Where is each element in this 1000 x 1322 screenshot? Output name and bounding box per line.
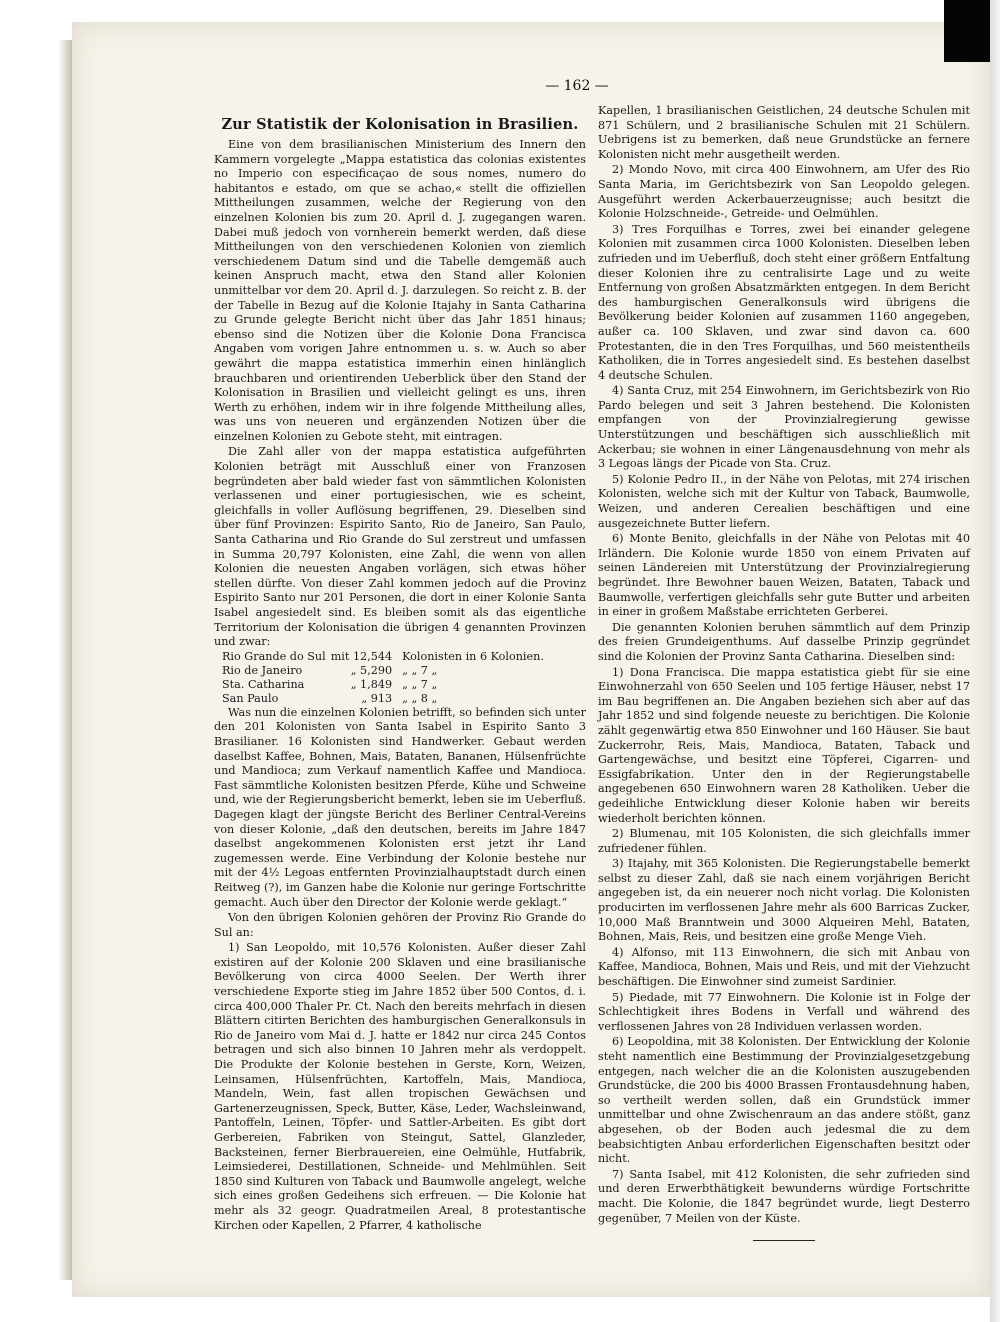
province-colonies: „ „ 8 „ xyxy=(402,691,438,705)
santa-isabel-paragraph: Was nun die einzelnen Kolonien betrifft, so befinden sich unter den 201 Kolonisten von Santa Isabel in Espirito Santo 3 Brasilianer. 16 Kolonisten sind Handwerker. Gebaut werden daselbst Kaffee, Bohnen, Mais, Bataten, Bananen, Hülsenfrüchte und Mandioca; zum Verkauf namentlich Kaffee und Mandioca. Fast sämmtliche Kolonisten besitzen Pferde, Kühe und Schweine und, wie der Regierungsbericht bemerkt, leben sie im Ueberfluß. Dagegen klagt der jüngste Bericht des Berliner Central-Vereins von dieser Kolonie, „daß den deutschen, bereits im Jahre 1847 daselbst angekommenen Kolonisten erst jetzt ihr Land zugemessen werde. Eine Verbindung der Kolonie bestehe nur mit der 4½ Legoas entfernten Provinzialhauptstadt durch einen Reitweg (?), im Ganzen habe die Kolonie nur geringe Fortschritte gemacht. Auch über den Director der Kolonie werde geklagt.“ xyxy=(214,705,586,909)
province-count: „ 1,849 xyxy=(350,677,393,691)
colony-paragraph: 7) Santa Isabel, mit 412 Kolonisten, die sehr zufrieden sind und deren Erwerbthätigkeit bewunderns würdige Fortschritte macht. Die Kolonie, die 1847 begründet wurde, liegt Desterro gegenüber, 7 Meilen von der Küste. xyxy=(598,1167,970,1225)
province-name: Rio Grande do Sul xyxy=(222,649,326,663)
table-row xyxy=(222,664,549,678)
san-leopoldo-paragraph: 1) San Leopoldo, mit 10,576 Kolonisten. Außer dieser Zahl existiren auf der Kolonie 200 Sklaven und eine brasilianische Bevölkerung von circa 4000 Seelen. Der Werth ihrer verschiedene Exporte stieg im Jahre 1852 über 500 Contos, d. i. circa 400,000 Thaler Pr. Ct. Nach den bereits mehrfach in diesen Blättern citirten Berichten des hamburgischen Generalkonsuls in Rio de Janeiro vom Mai d. J. hatte er 1842 nur circa 245 Contos betragen und sich also binnen 10 Jahren mehr als verdoppelt. Die Produkte der Kolonie bestehen in Gerste, Korn, Weizen, Leinsamen, Hülsenfrüchten, Kartoffeln, Mais, Mandioca, Mandeln, Wein, fast allen tropischen Gewächsen und Gartenerzeugnissen, Speck, Butter, Käse, Leder, Wachsleinwand, Pantoffeln, Leinen, Töpfer- und Sattler-Arbeiten. Es gibt dort Gerbereien, Fabriken von Steingut, Sattel, Glanzleder, Backsteinen, ferner Bierbrauereien, eine Oelmühle, Hutfabrik, Leimsiederei, Destillationen, Schneide- und Mehlmühlen. Seit 1850 sind Kulturen von Taback und Baumwolle angelegt, welche sich eines großen Gedeihens sich erfreuen. — Die Kolonie hat mehr als 32 geogr. Quadratmeilen Areal, 8 protestantische Kirchen oder Kapellen, 2 Pfarrer, 4 katholische xyxy=(214,941,586,1232)
article-title: Zur Statistik der Kolonisation in Brasilien. xyxy=(221,116,579,133)
colony-paragraph: 6) Monte Benito, gleichfalls in der Nähe von Pelotas mit 40 Irländern. Die Kolonie wurde 1850 von einem Privaten auf seinen Ländereien mit Unterstützung der Provinzialregierung begründet. Ihre Bewohner bauen Weizen, Bataten, Taback und Baumwolle, verfertigen gleichfalls sehr gute Butter und arbeiten in einer in großem Maßstabe errichteten Gerberei. xyxy=(598,532,970,619)
intro-paragraph: Eine von dem brasilianischen Ministerium des Innern den Kammern vorgelegte „Mappa estatistica das colonias existentes no Imperio con especificaçao de sous nomes, numero do habitantos e estado, om que se achao,« stellt die offiziellen Mittheilungen zusammen, welche der Regierung von den einzelnen Kolonien bis zum 20. April d. J. zugegangen waren. Dabei muß jedoch von vornherein bemerkt werden, daß diese Mittheilungen von den verschiedenen Kolonien von ziemlich verschiedenem Datum sind und die Tabelle demgemäß auch keinen Anspruch macht, etwa den Stand aller Kolonien unmittelbar vor dem 20. April d. J. darzulegen. So reicht z. B. der der Tabelle in Bezug auf die Kolonie Itajahy in Santa Catharina zu Grunde gelegte Bericht nicht über das Jahr 1851 hinaus; ebenso sind die Notizen über die Kolonie Dona Francisca Angaben vom vorigen Jahre entnommen u. s. w. Auch so aber gewährt die mappa estatistica immerhin einen hinlänglich brauchbaren und orientirenden Ueberblick über den Stand der Kolonisation in Brasilien und vielleicht gelingt es uns, ihren Werth zu erhöhen, indem wir in ihre folgende Mittheilung alles, was uns von neueren und ergänzenden Notizen über die einzelnen Kolonien zu Gebote steht, mit eintragen. xyxy=(214,138,586,443)
colony-paragraph: 5) Piedade, mit 77 Einwohnern. Die Kolonie ist in Folge der Schlechtigkeit ihres Bodens in Verfall und während des verflossenen Jahres von 28 Individuen verlassen worden. xyxy=(598,990,970,1033)
province-count: mit 12,544 xyxy=(330,649,393,663)
table-row xyxy=(222,650,549,664)
table-row xyxy=(222,678,549,692)
scanner-edge xyxy=(990,0,1000,1322)
continuation-paragraph: Kapellen, 1 brasilianischen Geistlichen, 24 deutsche Schulen mit 871 Schülern, und 2 brasilianische Schulen mit 21 Schülern. Uebrigens ist zu bemerken, daß neue Grundstücke an fernere Kolonisten nicht mehr ausgetheilt werden. xyxy=(598,104,970,161)
province-count: „ 913 xyxy=(361,691,393,705)
province-name: Sta. Catharina xyxy=(222,677,305,691)
article-end-rule xyxy=(753,1240,815,1241)
santa-catharina-intro: Die genannten Kolonien beruhen sämmtlich auf dem Prinzip des freien Grundeigenthums. Auf dasselbe Prinzip gegründet sind die Kolonien der Provinz Santa Catharina. Dieselben sind: xyxy=(598,620,970,663)
colony-paragraph: 6) Leopoldina, mit 38 Kolonisten. Der Entwicklung der Kolonie steht namentlich eine Bestimmung der Provinzialgesetzgebung entgegen, nach welcher die an die Kolonisten auszugebenden Grundstücke, die 200 bis 4000 Brassen Frontausdehnung haben, so vertheilt werden sollen, daß ein Grundstück immer unmittelbar und ohne Zwischenraum an das andere stößt, ganz abgesehen, ob der Boden auch jedesmal die zu dem beabsichtigten Anbau erforderlichen Eigenschaften besitzt oder nicht. xyxy=(598,1035,970,1166)
colony-paragraph: 3) Tres Forquilhas e Torres, zwei bei einander gelegene Kolonien mit zusammen circa 1000 Kolonisten. Dieselben leben zufrieden und im Ueberfluß, doch steht einer größern Entfaltung dieser Kolonien ihre zu centralisirte Lage und zu weite Entfernung von großen Absatzmärkten entgegen. In dem Bericht des hamburgischen Generalkonsuls wird übrigens die Bevölkerung beider Kolonien auf zusammen 1160 angegeben, außer ca. 100 Sklaven, und zwar sind davon ca. 600 Protestanten, die in den Tres Forquilhas, und 560 meistentheils Katholiken, die in Torres angesiedelt sind. Es bestehen daselbst 4 deutsche Schulen. xyxy=(598,222,970,382)
page-number: — 162 — xyxy=(545,78,609,94)
summary-paragraph: Die Zahl aller von der mappa estatistica aufgeführten Kolonien beträgt mit Ausschluß einer von Franzosen begründeten aber bald wieder fast von sämmtlichen Kolonisten verlassenen und einer portugiesischen, wie es scheint, gleichfalls in voller Auflösung begriffenen, 29. Dieselben sind über fünf Provinzen: Espirito Santo, Rio de Janeiro, San Paulo, Santa Catharina und Rio Grande do Sul zerstreut und umfassen in Summa 20,797 Kolonisten, eine Zahl, die wenn von allen Kolonien die neuesten Angaben vorlägen, sich etwas höher stellen dürfte. Von dieser Zahl kommen jedoch auf die Provinz Espirito Santo nur 201 Personen, die dort in einer Kolonie Santa Isabel angesiedelt sind. Es bleiben somit als das eigentliche Territorium der Kolonisation die übrigen 4 genannten Provinzen und zwar: xyxy=(214,445,586,649)
colony-paragraph: 2) Mondo Novo, mit circa 400 Einwohnern, am Ufer des Rio Santa Maria, im Gerichtsbezirk von San Leopoldo gelegen. Ausgeführt werden Ackerbauerzeugnisse; auch besitzt die Kolonie Holzschneide-, Getreide- und Oelmühlen. xyxy=(598,163,970,221)
colony-paragraph: 2) Blumenau, mit 105 Kolonisten, die sich gleichfalls immer zufriedener fühlen. xyxy=(598,827,970,855)
province-name: Rio de Janeiro xyxy=(222,663,303,677)
colony-paragraph: 1) Dona Francisca. Die mappa estatistica giebt für sie eine Einwohnerzahl von 650 Seelen und 105 fertige Häuser, nebst 17 im Bau begriffenen an. Die Angaben beziehen sich aber auf das Jahr 1852 und sind folgende neueste zu berichtigen. Die Kolonie zählt gegenwärtig etwa 850 Einwohner und 160 Häuser. Sie baut Zuckerrohr, Reis, Mais, Mandioca, Bataten, Taback und Gartengewächse, und besitzt eine Töpferei, Cigarren- und Essigfabrikation. Unter den in der Regierungstabelle angegebenen 650 Einwohnern waren 28 Katholiken. Ueber die gedeihliche Entwicklung dieser Kolonie haben wir bereits wiederholt berichten können. xyxy=(598,665,970,825)
province-colonies: Kolonisten in 6 Kolonien. xyxy=(402,649,544,663)
colony-paragraph: 4) Santa Cruz, mit 254 Einwohnern, im Gerichtsbezirk von Rio Pardo belegen und seit 3 Jahren bestehend. Die Kolonisten empfangen von der Provinzialregierung gewisse Unterstützungen und beschäftigen sich ausschließlich mit Ackerbau; sie wohnen in einer Längenausdehnung von mehr als 3 Legoas längs der Picade von Sta. Cruz. xyxy=(598,384,970,471)
rio-grande-intro: Von den übrigen Kolonien gehören der Provinz Rio Grande do Sul an: xyxy=(214,911,586,939)
province-colonies: „ „ 7 „ xyxy=(402,677,438,691)
province-count: „ 5,290 xyxy=(350,663,393,677)
right-column xyxy=(598,104,970,1241)
province-colonies: „ „ 7 „ xyxy=(402,663,438,677)
colony-paragraph: 5) Kolonie Pedro II., in der Nähe von Pelotas, mit 274 irischen Kolonisten, welche sich mit der Kultur von Taback, Baumwolle, Weizen, und anderen Cerealien beschäftigen und eine ausgezeichnete Butter liefern. xyxy=(598,472,970,530)
left-column xyxy=(214,104,586,1233)
province-table xyxy=(222,650,549,706)
province-name: San Paulo xyxy=(222,691,279,705)
table-row xyxy=(222,692,549,706)
colony-paragraph: 4) Alfonso, mit 113 Einwohnern, die sich mit Anbau von Kaffee, Mandioca, Bohnen, Mais und Reis, und mit der Viehzucht beschäftigen. Die Einwohner sind zumeist Sardinier. xyxy=(598,945,970,989)
colony-paragraph: 3) Itajahy, mit 365 Kolonisten. Die Regierungstabelle bemerkt selbst zu dieser Zahl, daß sie nach einem vorjährigen Bericht angegeben ist, da ein neuerer noch nicht vorlag. Die Kolonisten producirten im verflossenen Jahre mehr als 600 Barricas Zucker, 10,000 Maß Branntwein und 3000 Alqueiren Mehl, Bataten, Bohnen, Mais, Reis, und besitzen eine große Menge Vieh. xyxy=(598,857,970,944)
